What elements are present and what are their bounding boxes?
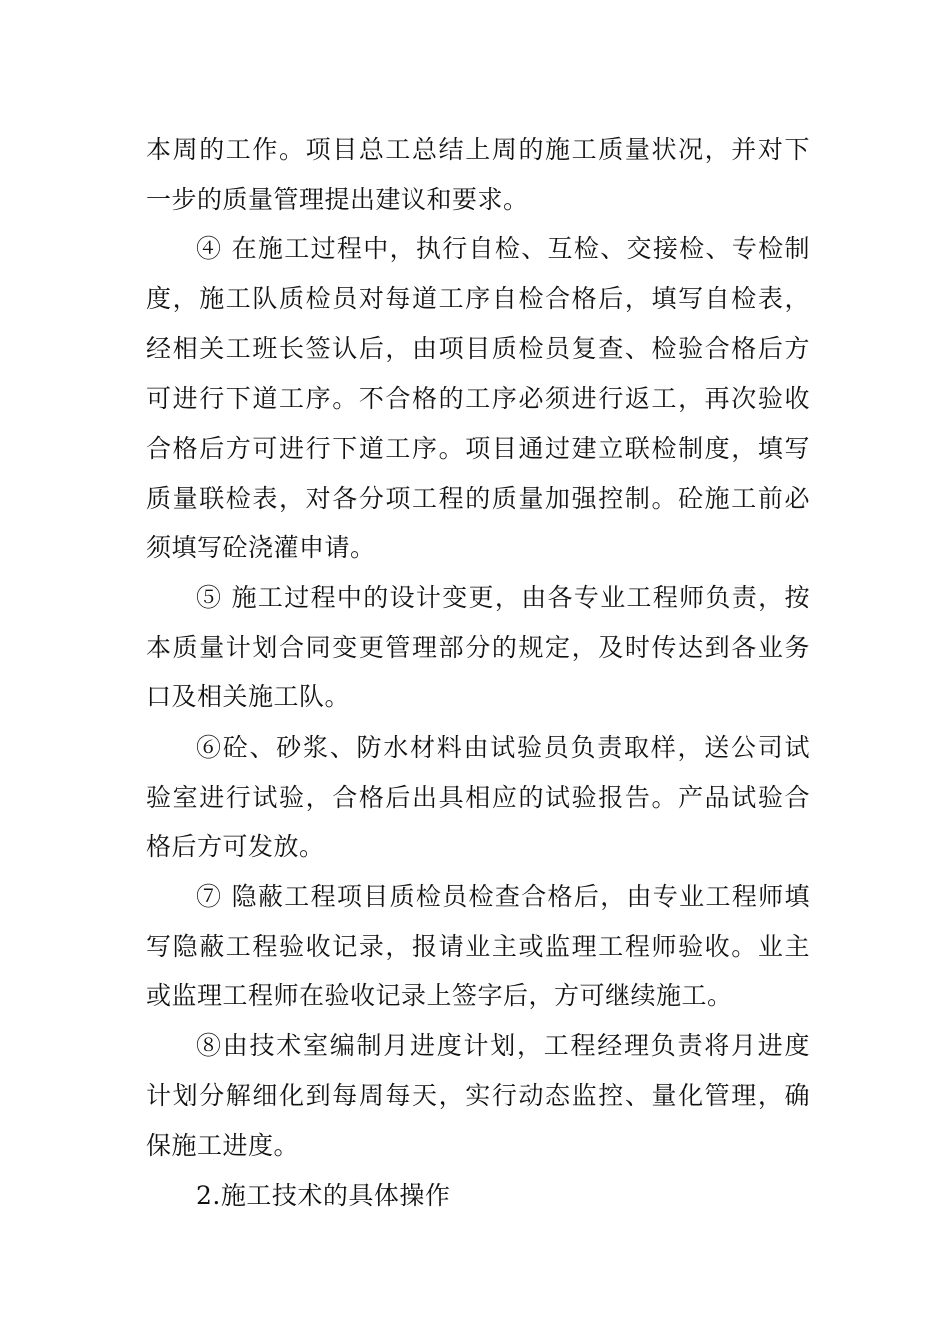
text-line: 本质量计划合同变更管理部分的规定，及时传达到各业务 — [146, 633, 810, 662]
text-line: 须填写砼浇灌申请。 — [146, 533, 376, 562]
text-line: 经相关工班长签认后，由项目质检员复查、检验合格后方 — [146, 334, 810, 363]
text-line: 验室进行试验，合格后出具相应的试验报告。产品试验合 — [146, 783, 810, 812]
text-line: 或监理工程师在验收记录上签字后，方可继续施工。 — [146, 981, 733, 1010]
text-line: ⑥砼、砂浆、防水材料由试验员负责取样，送公司试 — [196, 733, 810, 762]
text-line: ⑤ 施工过程中的设计变更，由各专业工程师负责，按 — [196, 583, 810, 612]
text-line: 格后方可发放。 — [146, 832, 325, 861]
text-line: 本周的工作。项目总工总结上周的施工质量状况，并对下 — [146, 135, 810, 164]
text-line: 一步的质量管理提出建议和要求。 — [146, 185, 529, 214]
text-line: 合格后方可进行下道工序。项目通过建立联检制度，填写 — [146, 434, 810, 463]
text-line: 口及相关施工队。 — [146, 682, 351, 711]
text-line: ⑦ 隐蔽工程项目质检员检查合格后，由专业工程师填 — [196, 882, 810, 911]
text-line: ⑧由技术室编制月进度计划，工程经理负责将月进度 — [196, 1031, 810, 1060]
text-line: 写隐蔽工程验收记录，报请业主或监理工程师验收。业主 — [146, 932, 810, 961]
section-heading: 2.施工技术的具体操作 — [196, 1181, 451, 1210]
text-line: ④ 在施工过程中，执行自检、互检、交接检、专检制 — [196, 234, 810, 263]
text-line: 度，施工队质检员对每道工序自检合格后，填写自检表， — [146, 284, 810, 313]
text-line: 计划分解细化到每周每天，实行动态监控、量化管理，确 — [146, 1081, 810, 1110]
text-line: 保施工进度。 — [146, 1131, 300, 1160]
text-line: 可进行下道工序。不合格的工序必须进行返工，再次验收 — [146, 384, 810, 413]
text-line: 质量联检表，对各分项工程的质量加强控制。砼施工前必 — [146, 484, 810, 513]
